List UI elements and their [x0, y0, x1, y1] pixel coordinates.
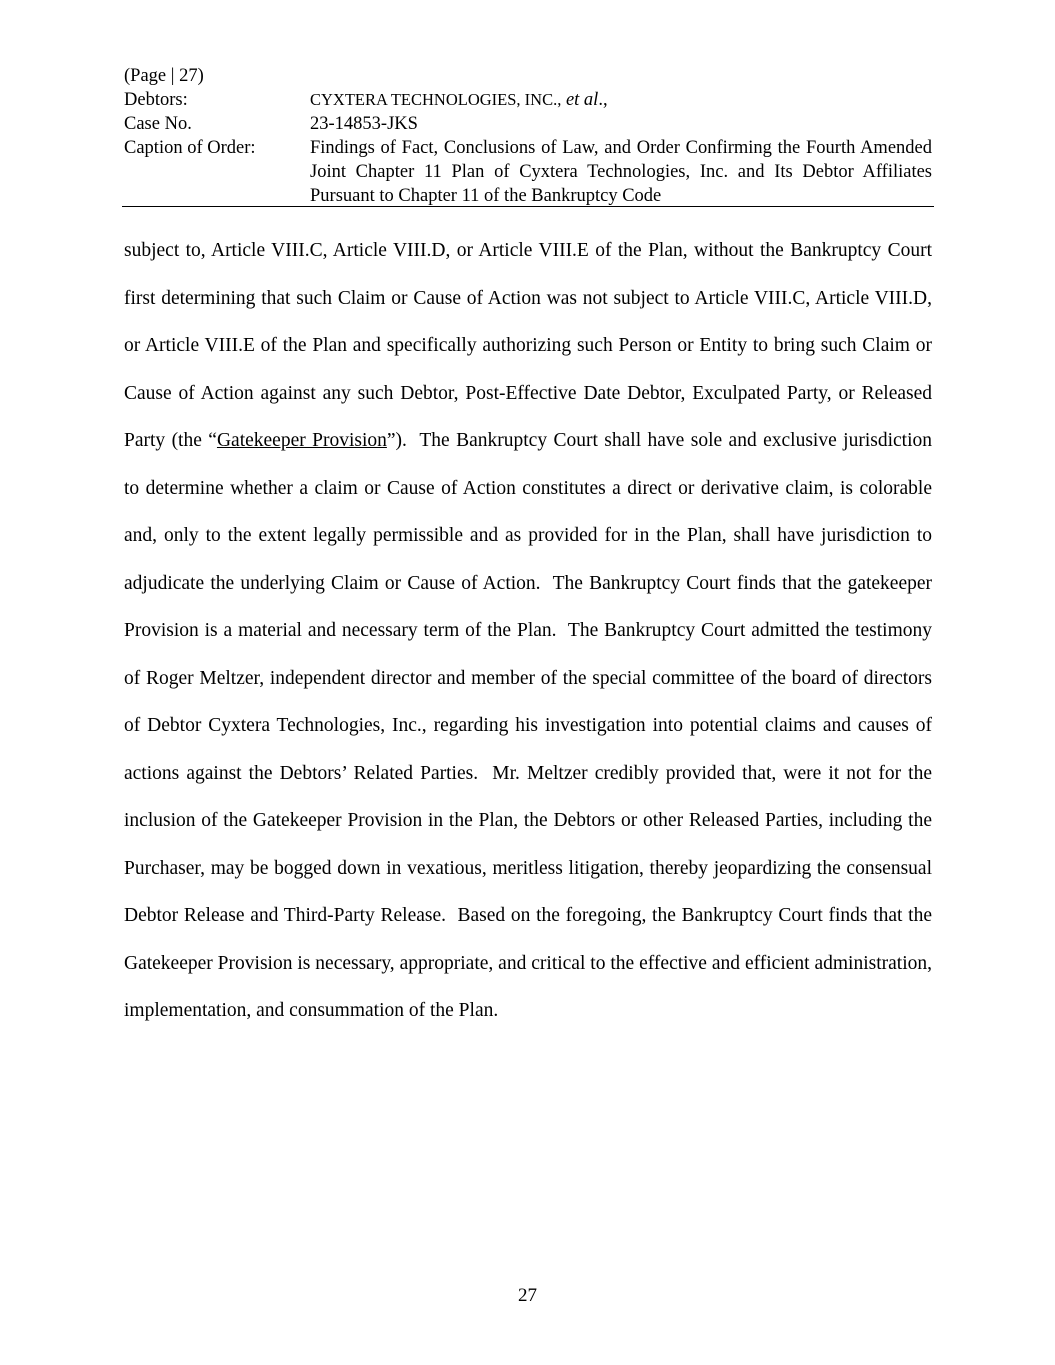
page-reference: (Page | 27) — [124, 66, 204, 86]
header-divider — [122, 206, 934, 207]
debtors-value — [310, 88, 932, 112]
caption-row — [124, 136, 932, 208]
body-paragraph — [124, 227, 932, 1035]
debtors-row — [124, 88, 932, 112]
page-number: 27 — [518, 1285, 537, 1306]
case-number-label: Case No. — [124, 114, 192, 134]
caption-label: Caption of Order: — [124, 138, 256, 158]
document-header — [124, 64, 932, 208]
debtors-name: CYXTERA TECHNOLOGIES, INC., — [310, 90, 562, 109]
debtors-et-al: et al — [565, 90, 599, 110]
defined-term-gatekeeper-provision: Gatekeeper Provision — [216, 430, 387, 451]
debtors-suffix: ., — [598, 90, 608, 110]
case-number-row — [124, 112, 932, 136]
body-text-part-1: subject to, Article VIII.C, Article VIII.D, or Article VIII.E of the Plan, without the Bankruptcy Court first determining that such Claim or Cause of Action was not subject to Article VIII.C, Article VIII.D, or Article VIII.E of the Plan and specifically authorizing such Person or Entity to bring such Claim or Cause of Action against any such Debtor, Post-Effective Date Debtor, Exculpated Party, or Released Party (the “ — [124, 240, 932, 451]
page-reference-row — [124, 64, 932, 88]
case-number: 23-14853-JKS — [310, 114, 418, 134]
debtors-label: Debtors: — [124, 90, 188, 110]
caption-text: Findings of Fact, Conclusions of Law, and Order Confirming the Fourth Amended Joint Chapter 11 Plan of Cyxtera Technologies, Inc. and Its Debtor Affiliates Pursuant to Chapter 11 of the Bankruptcy Code — [310, 138, 932, 206]
body-text-part-2: ”). The Bankruptcy Court shall have sole and exclusive jurisdiction to determine whether a claim or Cause of Action constitutes a direct or derivative claim, is colorable and, only to the extent legally permissible and as provided for in the Plan, shall have jurisdiction to adjudicate the underlying Claim or Cause of Action. The Bankruptcy Court finds that the gatekeeper Provision is a material and necessary term of the Plan. The Bankruptcy Court admitted the testimony of Roger Meltzer, independent director and member of the special committee of the board of directors of Debtor Cyxtera Technologies, Inc., regarding his investigation into potential claims and causes of actions against the Debtors’ Related Parties. Mr. Meltzer credibly provided that, were it not for the inclusion of the Gatekeeper Provision in the Plan, the Debtors or other Released Parties, including the Purchaser, may be bogged down in vexatious, meritless litigation, thereby jeopardizing the consensual Debtor Release and Third-Party Release. Based on the foregoing, the Bankruptcy Court finds that the Gatekeeper Provision is necessary, appropriate, and critical to the effective and efficient administration, implementation, and consummation of the Plan. — [124, 430, 932, 1021]
